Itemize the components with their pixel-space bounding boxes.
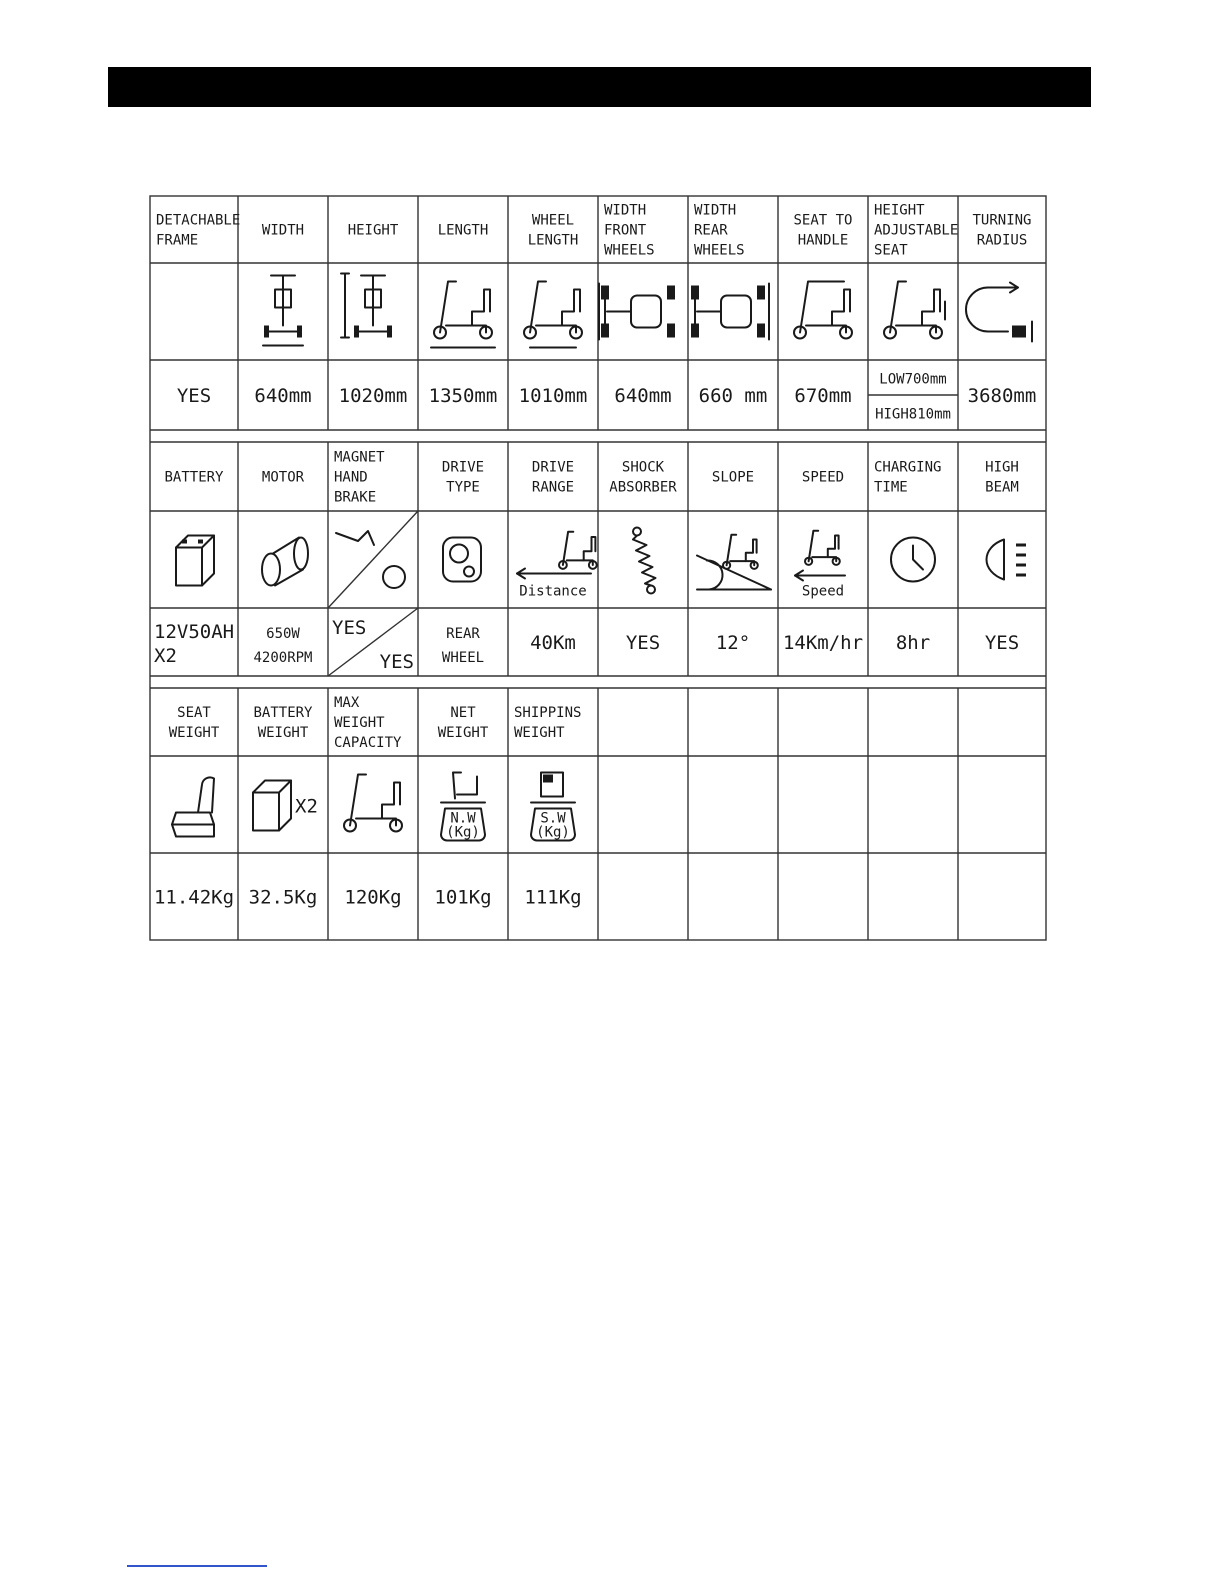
spec-cell <box>874 460 941 655</box>
spec-value: 1020mm <box>338 385 408 407</box>
scale-label-unit: (Kg) <box>536 824 570 841</box>
header-label: WIDTH <box>694 202 737 219</box>
spec-cell <box>328 450 418 677</box>
header-label: ADJUSTABLE <box>874 222 959 239</box>
header-label: TIME <box>874 479 908 496</box>
header-label: BATTERY <box>164 469 224 486</box>
spec-value: REAR <box>446 626 480 642</box>
header-label: WEIGHT <box>334 715 385 731</box>
spec-value: WHEEL <box>441 650 485 666</box>
spec-value: 4200RPM <box>253 650 313 666</box>
spec-row-3 <box>150 688 1046 940</box>
spec-value: 660 mm <box>698 385 768 407</box>
header-label: CHARGING <box>874 459 942 476</box>
header-label: WEIGHT <box>257 725 309 741</box>
speed-icon <box>795 531 845 600</box>
header-label: BEAM <box>985 479 1019 496</box>
spec-cell <box>429 223 498 408</box>
header-label: SHOCK <box>621 459 665 476</box>
spec-cell <box>985 460 1026 655</box>
max-weight-icon <box>344 775 402 832</box>
spec-row-2 <box>150 442 1046 688</box>
spec-value: YES <box>984 632 1020 654</box>
clock-icon <box>891 538 935 582</box>
header-label: DETACHABLE <box>156 212 241 229</box>
header-label: NET <box>450 705 476 721</box>
header-label: WHEEL <box>531 212 575 229</box>
header-label: BRAKE <box>334 489 377 506</box>
header-label: WHEELS <box>694 242 745 259</box>
spec-value: 32.5Kg <box>248 886 318 909</box>
header-label: TURNING <box>972 212 1032 229</box>
header-label: ABSORBER <box>609 479 677 496</box>
spec-cell <box>783 470 863 655</box>
distance-label: Distance <box>519 583 587 600</box>
spec-cell <box>793 213 852 408</box>
seat-height-low: LOW700mm <box>879 371 947 388</box>
battery-x2-icon <box>253 781 318 831</box>
speed-label: Speed <box>801 583 845 600</box>
rear-wheels-width-icon <box>691 284 769 340</box>
adjustable-seat-icon <box>884 282 945 339</box>
height-icon <box>341 274 392 338</box>
spec-cell <box>154 705 234 909</box>
header-label: WHEELS <box>604 242 655 259</box>
spec-value: YES <box>176 385 212 407</box>
spec-cell <box>609 460 677 655</box>
header-label: MAGNET <box>334 449 385 466</box>
header-label: HEIGHT <box>347 222 399 239</box>
high-beam-icon <box>986 540 1026 580</box>
header-label: SHIPPINS <box>514 705 582 721</box>
spec-cell <box>249 705 318 909</box>
header-label: MAX <box>334 695 360 711</box>
header-label: SEAT <box>874 242 908 259</box>
spec-cell <box>517 460 597 655</box>
header-label: TYPE <box>446 479 480 496</box>
spec-value: 120Kg <box>344 886 402 909</box>
motor-icon <box>262 538 308 586</box>
spec-value: 640mm <box>614 385 672 407</box>
header-label: FRONT <box>604 222 647 239</box>
header-label: RADIUS <box>976 232 1028 249</box>
spec-value: 640mm <box>254 385 312 407</box>
spec-value: 14Km/hr <box>782 632 864 654</box>
header-label: SPEED <box>801 469 845 486</box>
header-label: HAND <box>334 469 368 486</box>
header-label: RANGE <box>531 479 575 496</box>
slope-icon <box>697 535 771 590</box>
header-label: MOTOR <box>261 469 305 486</box>
turning-radius-icon <box>966 283 1032 342</box>
header-label: WEIGHT <box>168 725 220 741</box>
spec-value: 3680mm <box>967 385 1037 407</box>
header-label: SLOPE <box>711 469 755 486</box>
header-label: SEAT <box>177 705 211 721</box>
header-label: HANDLE <box>797 232 849 249</box>
spec-cell <box>434 705 491 909</box>
header-label: SEAT TO <box>793 212 853 229</box>
spec-cell <box>154 470 234 668</box>
spec-cell <box>514 705 582 909</box>
spec-cell <box>697 470 771 655</box>
header-label: WIDTH <box>604 202 647 219</box>
brake-value-2: YES <box>379 651 414 673</box>
front-wheels-width-icon <box>599 284 675 340</box>
header-label: HIGH <box>985 459 1019 476</box>
spec-value: 670mm <box>794 385 852 407</box>
header-label: DRIVE <box>441 459 485 476</box>
battery-multiplier-label: X2 <box>295 795 318 818</box>
header-label: WIDTH <box>261 222 305 239</box>
header-label: WEIGHT <box>437 725 489 741</box>
spec-cell <box>254 223 311 408</box>
spec-cell <box>966 213 1036 408</box>
spec-value: X2 <box>154 645 177 667</box>
header-label: CAPACITY <box>334 735 402 751</box>
scale-label-top: S.W <box>540 810 566 827</box>
header-label: BATTERY <box>253 705 313 721</box>
seat-icon <box>172 777 214 836</box>
spec-cell <box>339 223 408 408</box>
scale-label-top: N.W <box>450 810 476 827</box>
spec-cell <box>519 213 588 408</box>
spec-value: 1350mm <box>428 385 498 407</box>
spec-cell <box>599 203 675 408</box>
spec-value: 11.42Kg <box>153 886 235 909</box>
header-label: FRAME <box>156 232 199 249</box>
header-label: LENGTH <box>437 222 489 239</box>
bottom-link-underline <box>127 1565 267 1567</box>
shock-absorber-icon <box>633 528 656 594</box>
spec-cell <box>442 460 484 667</box>
shipping-weight-icon <box>531 773 575 841</box>
spec-value: 8hr <box>895 632 931 654</box>
spec-value: YES <box>625 632 661 654</box>
spec-cell <box>691 203 769 408</box>
seat-height-high: HIGH810mm <box>875 406 951 423</box>
spec-value: 12° <box>715 632 751 654</box>
spec-cell <box>253 470 312 667</box>
scale-label-unit: (Kg) <box>446 824 480 841</box>
spec-row-1 <box>150 196 1046 442</box>
spec-cell <box>156 213 240 408</box>
spec-cell <box>868 203 958 423</box>
spec-value: 101Kg <box>434 886 492 909</box>
brake-icon <box>336 531 405 588</box>
header-label: REAR <box>694 222 728 239</box>
spec-value: 40Km <box>530 632 576 654</box>
spec-cell <box>334 695 402 909</box>
drive-type-icon <box>443 538 481 582</box>
spec-value: 111Kg <box>524 886 582 909</box>
header-label: LENGTH <box>527 232 579 249</box>
header-label: DRIVE <box>531 459 575 476</box>
battery-icon <box>176 536 214 586</box>
length-icon <box>431 282 495 348</box>
spec-value: 1010mm <box>518 385 588 407</box>
wheel-length-icon <box>524 282 582 348</box>
width-icon <box>263 276 303 346</box>
net-weight-icon <box>441 773 485 841</box>
spec-value: 12V50AH <box>154 621 235 643</box>
header-label: HEIGHT <box>874 202 925 219</box>
brake-value-1: YES <box>332 617 367 639</box>
seat-to-handle-icon <box>794 282 852 339</box>
drive-range-icon <box>517 532 597 600</box>
header-label: WEIGHT <box>514 725 565 741</box>
spec-value: 650W <box>266 626 300 642</box>
